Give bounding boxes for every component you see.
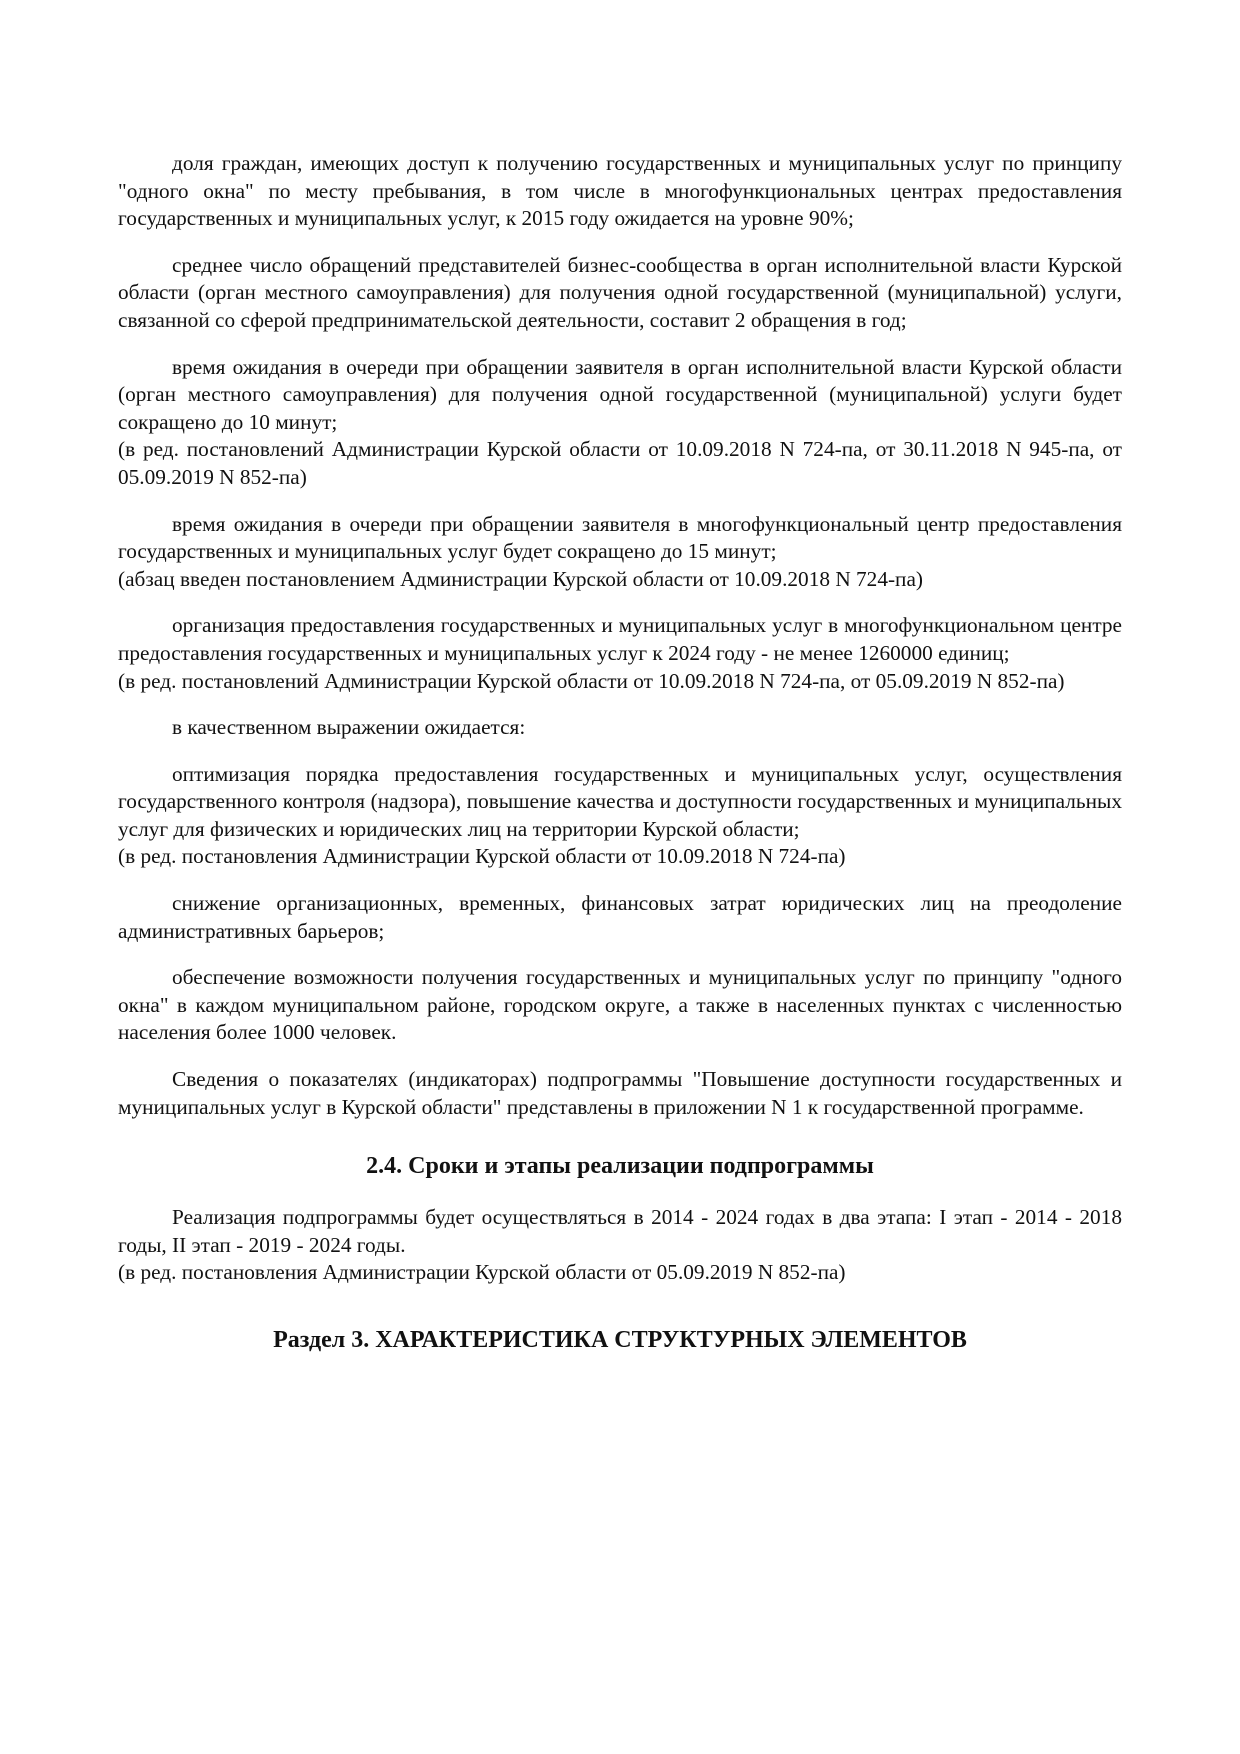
- paragraph-text: оптимизация порядка предоставления государственных и муниципальных услуг, осуществления государственного контроля (надзора), повышение качества и доступности государственных и муниципальных услуг для физических и юридических лиц на территории Курской области;: [118, 761, 1122, 841]
- paragraph-text: Реализация подпрограммы будет осуществляться в 2014 - 2024 годах в два этапа: I этап - 2014 - 2018 годы, II этап - 2019 - 2024 годы.: [118, 1205, 1122, 1257]
- paragraph-one-window: [118, 964, 1122, 1047]
- paragraph-cost-reduction: [118, 890, 1122, 945]
- paragraph-share-of-citizens: [118, 150, 1122, 233]
- paragraph-indicators-reference: [118, 1066, 1122, 1121]
- amendment-note: (в ред. постановлений Администрации Курской области от 10.09.2018 N 724-па, от 05.09.2019 N 852-па): [118, 668, 1065, 693]
- paragraph-text: в качественном выражении ожидается:: [172, 715, 526, 740]
- paragraph-business-requests: [118, 252, 1122, 335]
- amendment-note: (в ред. постановлений Администрации Курской области от 10.09.2018 N 724-па, от 30.11.2018 N 945-па, от 05.09.2019 N 852-па): [118, 437, 1122, 489]
- subsection-heading: 2.4. Сроки и этапы реализации подпрограммы: [366, 1153, 874, 1180]
- paragraph-text: организация предоставления государственных и муниципальных услуг в многофункциональном центре предоставления государственных и муниципальных услуг к 2024 году - не менее 1260000 единиц;: [118, 613, 1122, 665]
- paragraph-text: время ожидания в очереди при обращении заявителя в многофункциональный центр предоставления государственных и муниципальных услуг будет сокращено до 15 минут;: [118, 511, 1122, 564]
- amendment-note: (абзац введен постановлением Администрации Курской области от 10.09.2018 N 724-па): [118, 566, 923, 591]
- paragraph-waiting-time-mfc: [118, 511, 1122, 594]
- paragraph-text: снижение организационных, временных, финансовых затрат юридических лиц на преодоление административных барьеров;: [118, 891, 1122, 943]
- section-heading: Раздел 3. ХАРАКТЕРИСТИКА СТРУКТУРНЫХ ЭЛЕМЕНТОВ: [273, 1327, 967, 1353]
- paragraph-text: среднее число обращений представителей бизнес-сообщества в орган исполнительной власти Курской области (орган местного самоуправления) для получения одной государственной (муниципальной) услуги, связанной со сферой предпринимательской деятельности, составит 2 обращения в год;: [118, 252, 1122, 332]
- paragraph-text: время ожидания в очереди при обращении заявителя в орган исполнительной власти Курской области (орган местного самоуправления) для получения одной государственной (муниципальной) услуги будет сокращено до 10 минут;: [118, 354, 1122, 434]
- paragraph-optimization: [118, 761, 1122, 871]
- document-page: [118, 150, 1122, 1355]
- paragraph-text: Сведения о показателях (индикаторах) подпрограммы "Повышение доступности государственных и муниципальных услуг в Курской области" представлены в приложении N 1 к государственной программе.: [118, 1067, 1122, 1119]
- paragraph-qualitative-intro: [118, 714, 1122, 742]
- paragraph-text: доля граждан, имеющих доступ к получению государственных и муниципальных услуг по принципу "одного окна" по месту пребывания, в том числе в многофункциональных центрах предоставления государственных и муниципальных услуг, к 2015 году ожидается на уровне 90%;: [118, 151, 1122, 231]
- paragraph-implementation-stages: [118, 1204, 1122, 1287]
- paragraph-waiting-time-authority: [118, 354, 1122, 492]
- paragraph-text: обеспечение возможности получения государственных и муниципальных услуг по принципу "одного окна" в каждом муниципальном районе, городском округе, а также в населенных пунктах с численностью населения более 1000 человек.: [118, 965, 1122, 1045]
- paragraph-mfc-services-count: [118, 612, 1122, 695]
- amendment-note: (в ред. постановления Администрации Курской области от 05.09.2019 N 852-па): [118, 1260, 846, 1285]
- amendment-note: (в ред. постановления Администрации Курской области от 10.09.2018 N 724-па): [118, 844, 846, 869]
